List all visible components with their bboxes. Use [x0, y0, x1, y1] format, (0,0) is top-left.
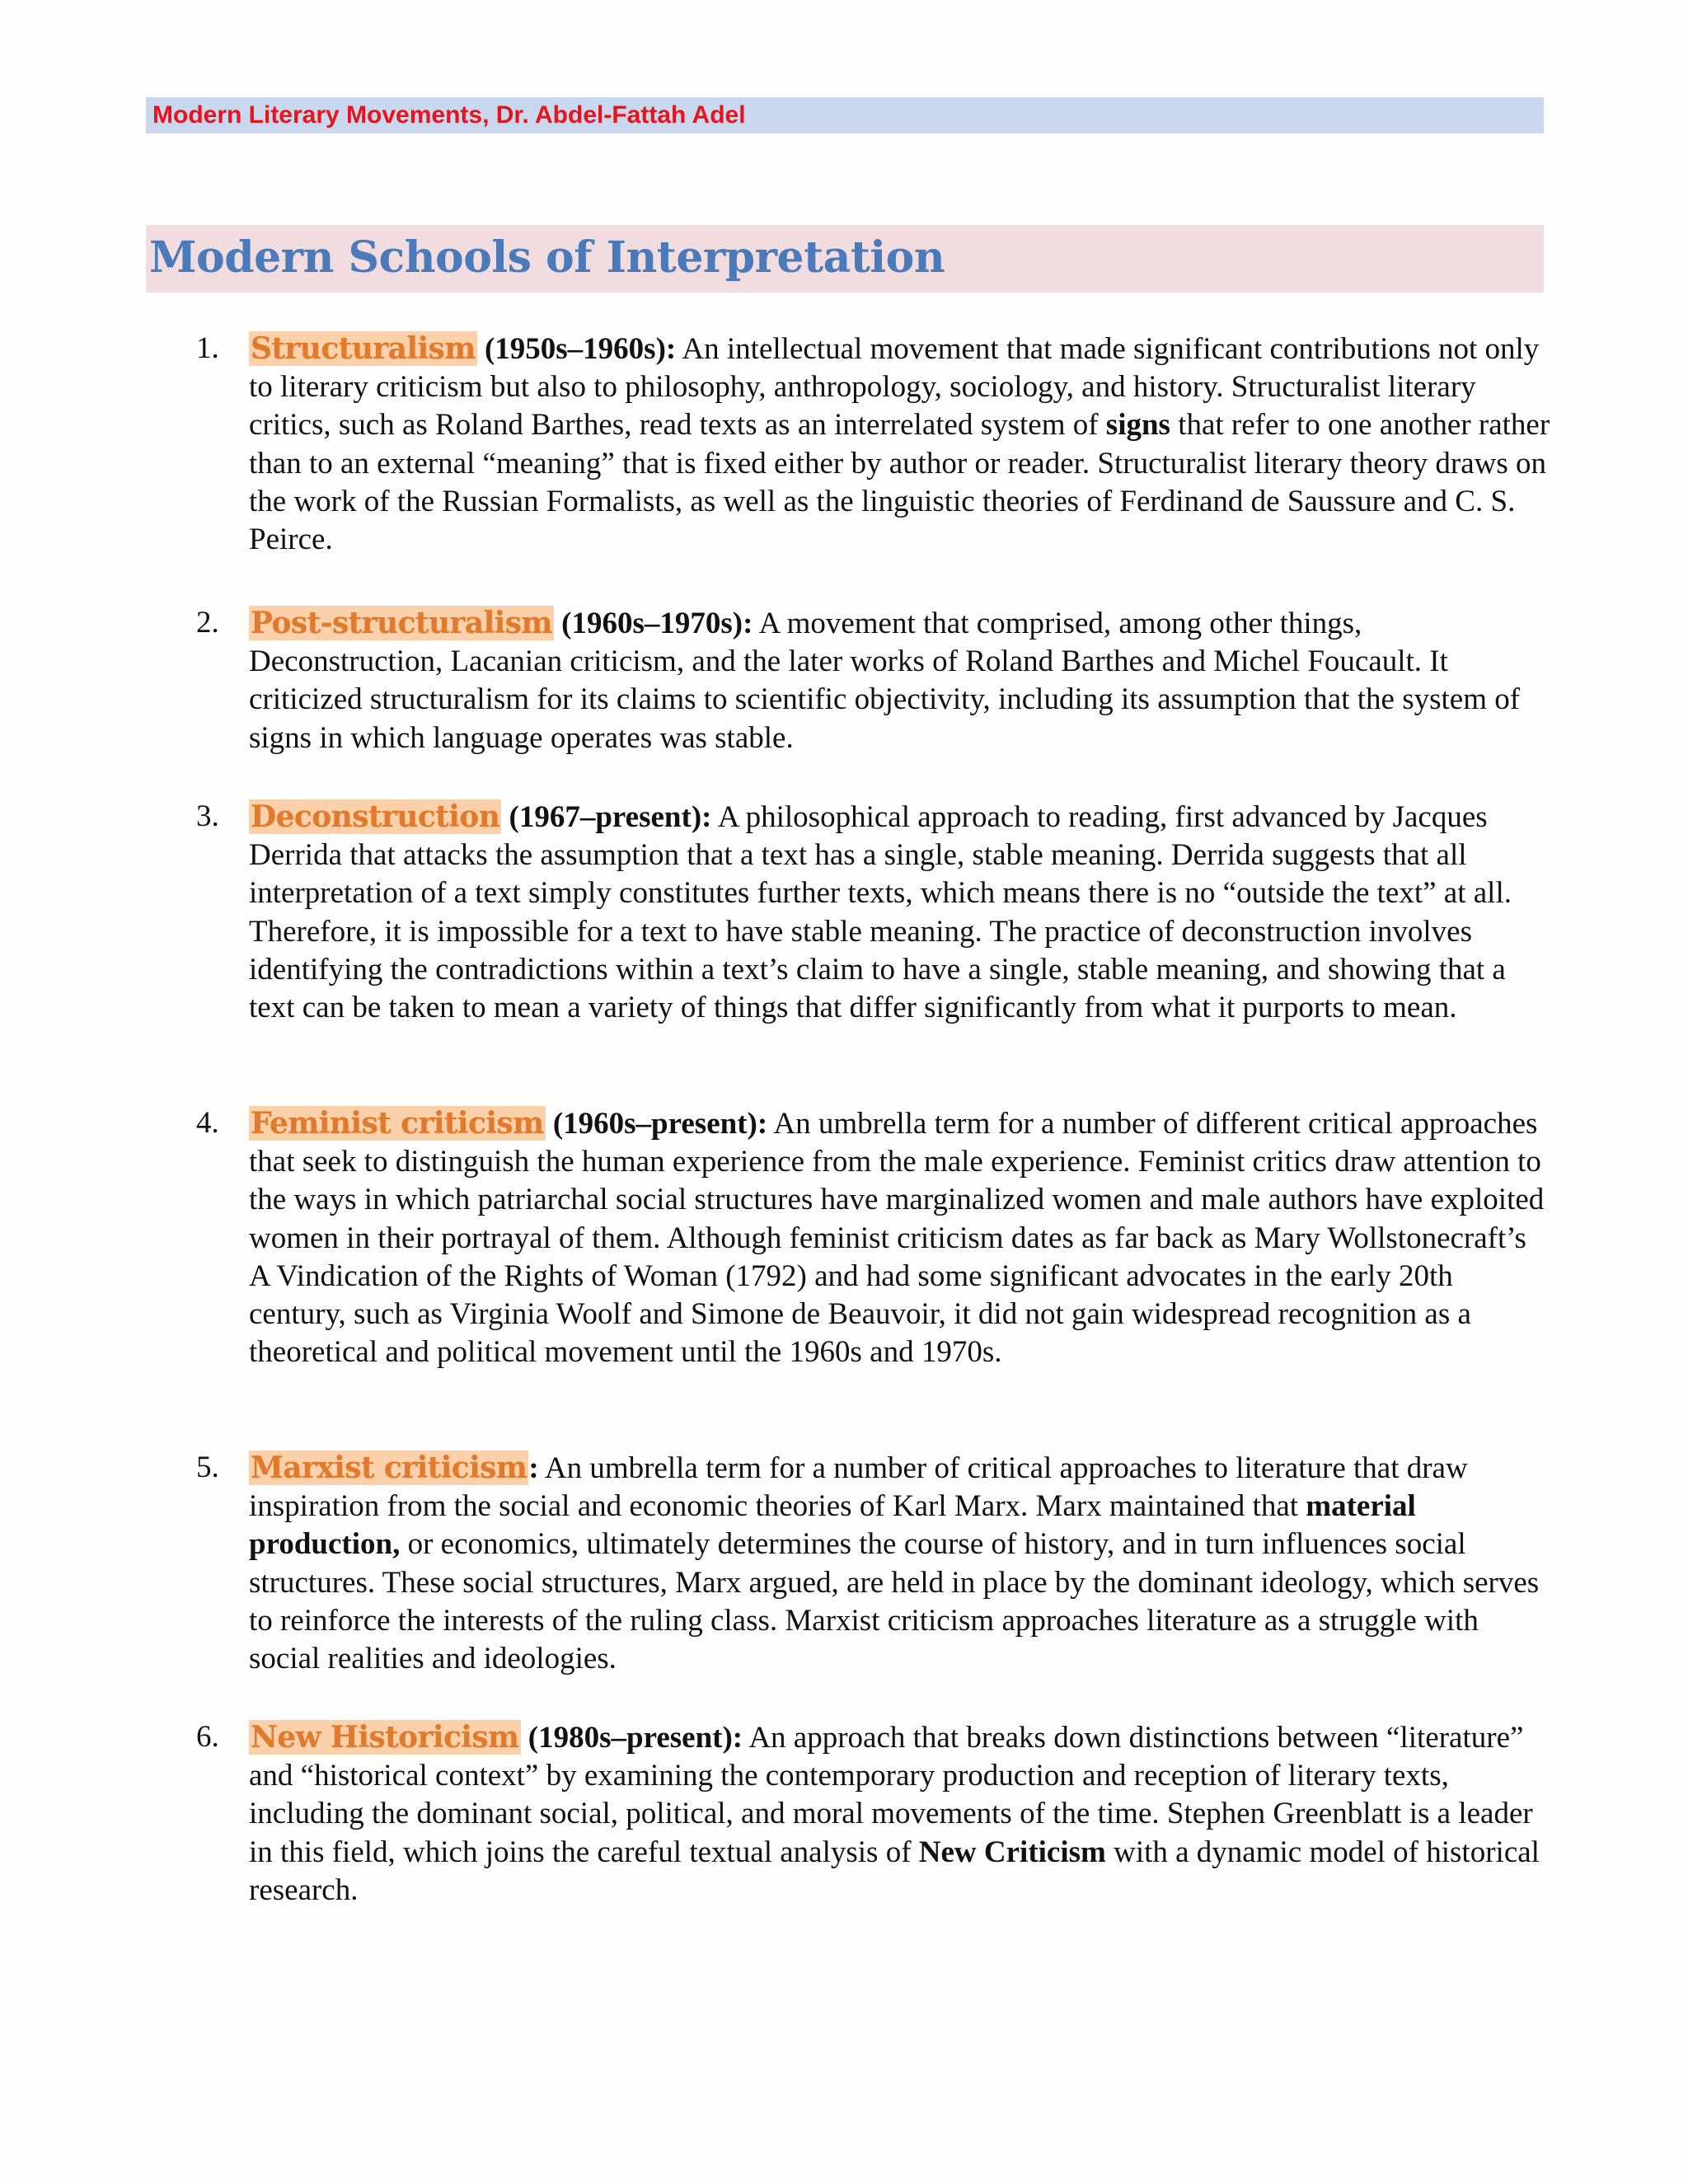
list-item-number: 1. — [196, 331, 219, 365]
term-period: (1960s–1970s): — [553, 607, 753, 640]
term-highlight: Structuralism — [251, 331, 476, 366]
list-item-body — [249, 330, 1551, 559]
item-text: that refer to one another rather than to an external “meaning” that is fixed either by author or reader. Structuralist literary theory draws on the work of the Russian Formalists, as well as the linguistic theories of Ferdinand de Saussure and C. S. Peirce. — [249, 408, 1550, 557]
term-period: : — [528, 1451, 539, 1485]
list-item-number: 6. — [196, 1720, 219, 1754]
page-title-band — [146, 225, 1544, 293]
item-text: An approach that breaks down distinctions between “literature” and “historical context” by examining the contemporary production and reception of literary texts, including the dominant social, political, and moral movements of the time. Stephen Greenblatt is a leader in this field, which joins the careful textual analysis of — [249, 1721, 1533, 1869]
item-bold-text: signs — [1105, 408, 1170, 443]
item-text: A philosophical approach to reading, first advanced by Jacques Derrida that attacks the assumption that a text has a single, stable meaning. Derrida suggests that all interpretation of a text simply constitutes further texts, which means there is no “outside the text” at all. Therefore, it is impossible for a text to have stable meaning. The practice of deconstruction involves identifying the contradictions within a text’s claim to have a single, stable meaning, and showing that a text can be taken to mean a variety of things that differ significantly from what it purports to mean. — [249, 800, 1512, 1025]
list-item-body — [249, 798, 1551, 1027]
item-bold-text: material production, — [249, 1489, 1416, 1562]
term-highlight: Marxist criticism — [251, 1451, 528, 1485]
list-item-number: 4. — [196, 1106, 219, 1140]
page-title: Modern Schools of Interpretation — [149, 232, 945, 283]
list-item-body — [249, 1718, 1551, 1910]
term-period: (1967–present): — [501, 800, 712, 834]
item-text: or economics, ultimately determines the course of history, and in turn influences social structures. These social structures, Marx argued, are held in place by the dominant ideology, which serves to reinforce the interests of the ruling class. Marxist criticism approaches literature as a struggle with social realities and ideologies. — [249, 1527, 1540, 1676]
list-item-body — [249, 1104, 1551, 1371]
item-text: A movement that comprised, among other things, Deconstruction, Lacanian criticism, and the later works of Roland Barthes and Michel Foucault. It criticized structuralism for its claims to scientific objectivity, including its assumption that the system of signs in which language operates was stable. — [249, 607, 1521, 755]
running-header — [146, 97, 1544, 134]
term-period: (1960s–present): — [545, 1107, 768, 1141]
list-item-number: 5. — [196, 1451, 219, 1484]
term-highlight: Feminist criticism — [251, 1106, 544, 1141]
term-highlight: Post-structuralism — [251, 606, 552, 640]
item-bold-text: New Criticism — [918, 1835, 1106, 1869]
item-text: An umbrella term for a number of critical approaches to literature that draw inspiration from the social and economic theories of Karl Marx. Marx maintained that — [249, 1451, 1468, 1524]
list-item-number: 2. — [196, 606, 219, 640]
item-text: with a dynamic model of historical research. — [249, 1835, 1540, 1907]
term-highlight: New Historicism — [251, 1720, 519, 1755]
list-item-body — [249, 604, 1551, 757]
term-period: (1980s–present): — [520, 1721, 743, 1755]
term-period: (1950s–1960s): — [476, 332, 677, 366]
item-text: An intellectual movement that made significant contributions not only to literary criticism but also to philosophy, anthropology, sociology, and history. Structuralist literary critics, such as Roland Barthes, read texts as an interrelated system of — [249, 332, 1540, 443]
item-text: An umbrella term for a number of different critical approaches that seek to distinguish the human experience from the male experience. Feminist critics draw attention to the ways in which patriarchal social structures have marginalized women and male authors have exploited women in their portrayal of them. Although feminist criticism dates as far back as Mary Wollstonecraft’s A Vindication of the Rights of Woman (1792) and had some significant advocates in the early 20th century, such as Virginia Woolf and Simone de Beauvoir, it did not gain widespread recognition as a theoretical and political movement until the 1960s and 1970s. — [249, 1107, 1545, 1370]
list-item-body — [249, 1449, 1551, 1678]
running-header-text: Modern Literary Movements, Dr. Abdel-Fattah Adel — [152, 101, 746, 129]
list-item-number: 3. — [196, 799, 219, 833]
term-highlight: Deconstruction — [251, 799, 500, 834]
